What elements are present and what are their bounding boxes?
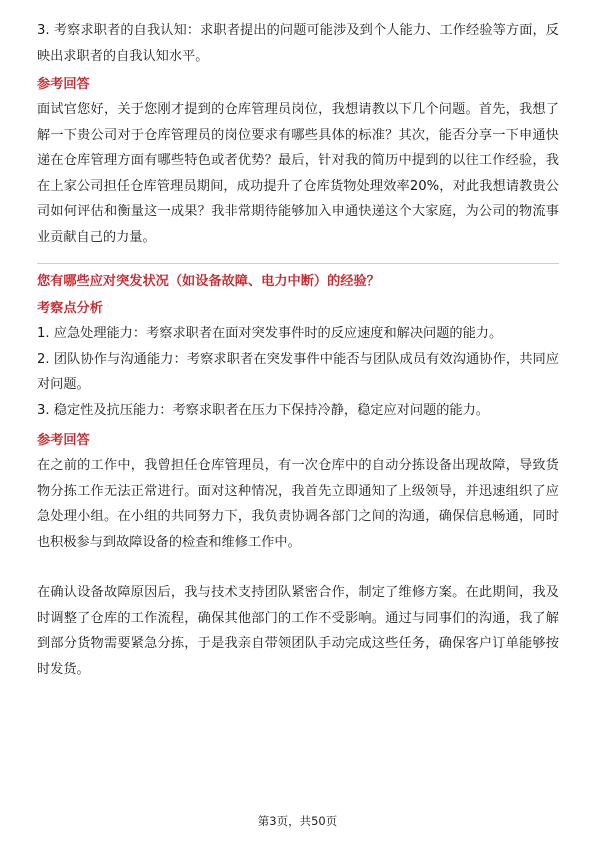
prev-answer: 面试官您好，关于您刚才提到的仓库管理员岗位，我想请教以下几个问题。首先，我想了解一下贵公司对于仓库管理员的岗位要求有哪些具体的标准？其次，能否分享一下申通快递在仓库管理方面有哪些特色或者优势？最后，针对我的简历中提到的以往工作经验，我在上家公司担任仓库管理员期间，成功提升了仓库货物处理效率20%，对此我想请教贵公司如何评估和衡量这一成果？我非常期待能够加入申通快递这个大家庭，为公司的物流事业贡献自己的力量。 — [37, 102, 559, 245]
analysis-point-2: 2. 团队协作与沟通能力：考察求职者在突发事件中能否与团队成员有效沟通协作，共同应对问题。 — [37, 351, 559, 392]
page-number: 第3页，共50页 — [257, 814, 338, 828]
answer-paragraph-2: 在确认设备故障原因后，我与技术支持团队紧密合作，制定了维修方案。在此期间，我及时调整了仓库的工作流程，确保其他部门的工作不受影响。通过与同事们的沟通，我了解到部分货物需要紧急分拣，于是我亲自带领团队手动完成这些任务，确保客户订单能够按时发货。 — [37, 585, 559, 677]
answer-paragraph-1: 在之前的工作中，我曾担任仓库管理员，有一次仓库中的自动分拣设备出现故障，导致货物分拣工作无法正常进行。面对这种情况，我首先立即通知了上级领导，并迅速组织了应急处理小组。在小组的共同努力下，我负责协调各部门之间的沟通，确保信息畅通，同时也积极参与到故障设备的检查和维修工作中。 — [37, 458, 559, 550]
analysis-point-1: 1. 应急处理能力：考察求职者在面对突发事件时的反应速度和解决问题的能力。 — [37, 326, 503, 341]
answer-label: 参考回答 — [37, 433, 90, 448]
analysis-label: 考察点分析 — [37, 301, 103, 316]
analysis-point-3: 3. 稳定性及抗压能力：考察求职者在压力下保持冷静，稳定应对问题的能力。 — [37, 402, 489, 418]
prev-answer-label: 参考回答 — [37, 77, 90, 92]
question-heading: 您有哪些应对突发状况（如设备故障、电力中断）的经验？ — [37, 274, 380, 289]
section-divider — [37, 263, 559, 264]
prev-item-3: 3. 考察求职者的自我认知：求职者提出的问题可能涉及到个人能力、工作经验等方面，反映出求职者的自我认知水平。 — [37, 23, 559, 64]
document-page — [37, 18, 559, 682]
